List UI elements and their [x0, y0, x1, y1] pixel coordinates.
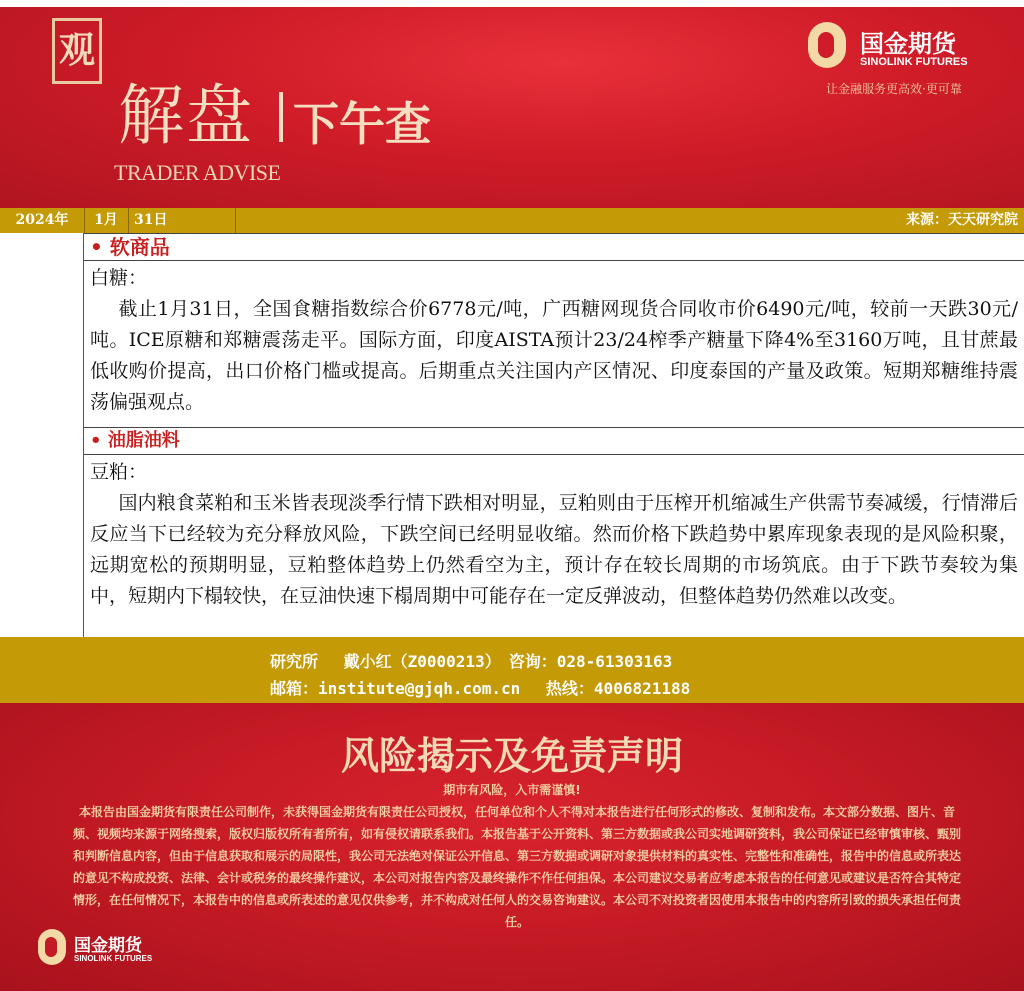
commodity-label-soymeal: 豆粕： [90, 461, 148, 483]
date-year [0, 208, 85, 233]
disclaimer-warning: 期市有风险，入市需谨慎! [443, 783, 581, 797]
header-top-line [0, 0, 1024, 7]
section-body-sugar [84, 263, 1024, 427]
section-heading-oils-oilseeds: • 油脂油料 [84, 427, 1024, 455]
company-name-cn: 国金期货 [860, 30, 956, 58]
date-day-text: 31日 [134, 212, 168, 228]
footer-company-name-en: SINOLINK FUTURES [74, 954, 153, 963]
company-slogan: 让金融服务更高效·更可靠 [826, 82, 962, 96]
disclaimer-title: 风险揭示及免责声明 [340, 734, 683, 778]
date-month [84, 208, 129, 233]
contact-research-line: 研究所 戴小红（Z0000213） 咨询：028-61303163 [270, 652, 673, 671]
report-header [0, 0, 1024, 208]
footer-logo-icon [38, 929, 66, 965]
report-title-en: TRADER ADVISE [114, 160, 281, 185]
footer-company-name-cn: 国金期货 [74, 936, 142, 956]
company-logo-icon [808, 22, 846, 68]
disclaimer-panel [0, 703, 1024, 991]
section-body-soymeal [84, 457, 1024, 637]
date-year-text: 2024年 [15, 212, 69, 228]
disclaimer-text: 本报告由国金期货有限责任公司制作，未获得国金期货有限责任公司授权，任何单位和个人不得对本报告进行任何形式的修改、复制和发布。本文部分数据、图片、音频、视频均来源于网络搜索，版权归版权所有者所有，如有侵权请联系我们。本报告基于公开资料、第三方数据或我公司实地调研资料，我公司保证已经审慎审核、甄别和判断信息内容，但由于信息获取和展示的局限性，我公司无法绝对保证公开信息、第三方数据或调研对象提供材料的真实性、完整性和准确性，报告中的信息或所表达的意见不构成投资、法律、会计或税务的最终操作建议，本公司对报告内容及最终操作不作任何担保。本公司建议交易者应考虑本报告的任何意见或建议是否符合其特定情形，在任何情况下，本报告中的信息或所表述的意见仅供参考，并不构成对任何人的交易咨询建议。本公司不对投资者因使用本报告中的内容所引致的损失承担任何责任。 [72, 805, 961, 929]
contact-bar [0, 637, 1024, 703]
company-name-en: SINOLINK FUTURES [860, 56, 968, 68]
stamp-logo [52, 18, 102, 84]
report-source: 来源：天天研究院 [906, 212, 1018, 228]
contact-email-line: 邮箱：institute@gjqh.com.cn 热线：4006821188 [270, 679, 691, 698]
stamp-char: 观 [58, 29, 95, 71]
report-subtitle: 下午查 [293, 97, 431, 151]
section-heading-soft-commodities: • 软商品 [84, 233, 1024, 261]
date-bar [0, 208, 1024, 233]
report-title: 解盘 [118, 77, 254, 154]
report-body [0, 233, 1024, 637]
commodity-text-soymeal: 国内粮食菜粕和玉米皆表现淡季行情下跌相对明显，豆粕则由于压榨开机缩减生产供需节奏减缓，行情滞后反应当下已经较为充分释放风险，下跌空间已经明显收缩。然而价格下跌趋势中累库现象表现的是风险积聚，远期宽松的预期明显，豆粕整体趋势上仍然看空为主，预计存在较长周期的市场筑底。由于下跌节奏较为集中，短期内下榻较快，在豆油快速下榻周期中可能存在一定反弹波动，但整体趋势仍然难以改变。 [90, 492, 1018, 607]
date-day [128, 208, 236, 233]
commodity-label-sugar: 白糖： [90, 267, 148, 289]
commodity-text-sugar: 截止1月31日，全国食糖指数综合价6778元/吨，广西糖网现货合同收市价6490元/吨，较前一天跌30元/吨。ICE原糖和郑糖震荡走平。国际方面，印度AISTA预计23/24榨季产糖量下降4%至3160万吨，且甘蔗最低收购价提高，出口价格门槛或提高。后期重点关注国内产区情况、印度泰国的产量及政策。短期郑糖维持震荡偏强观点。 [90, 298, 1018, 413]
title-separator [279, 92, 283, 142]
date-month-text: 1月 [94, 212, 118, 228]
left-column [0, 233, 84, 637]
